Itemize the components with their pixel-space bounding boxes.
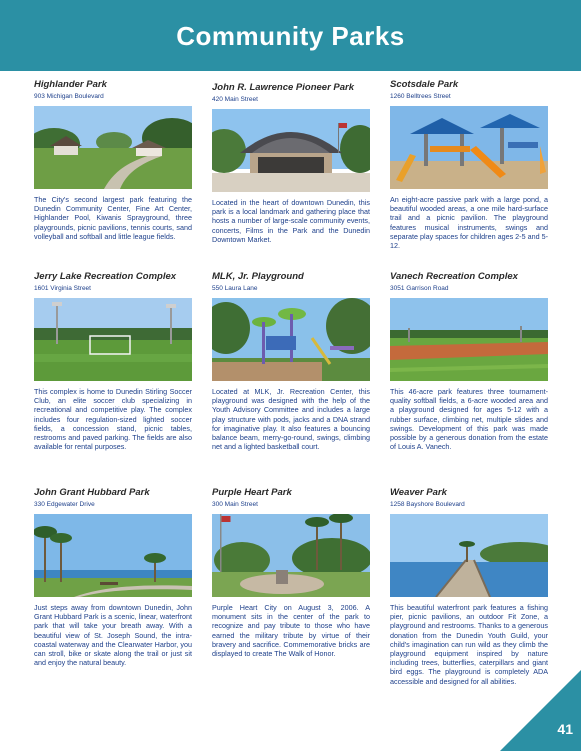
- park-address: 1258 Bayshore Boulevard: [390, 501, 465, 508]
- park-card-pioneer: [212, 82, 370, 244]
- park-address: 330 Edgewater Drive: [34, 501, 95, 508]
- park-address: 300 Main Street: [212, 501, 258, 508]
- park-description: Just steps away from downtown Dunedin, John Grant Hubbard Park is a scenic, linear, waterfront park that will take your breath away. With a beautiful view of St. Joseph Sound, the intra-coastal waterway and the Clearwater Harbor, you can stroll, bike or skate along the trail or just sit and enjoy the natural beauty.: [34, 603, 192, 668]
- page-header: [0, 0, 581, 71]
- park-gazebo-lawn-photo: [34, 106, 192, 189]
- park-address: 1601 Virginia Street: [34, 285, 91, 292]
- bandshell-pavilion-photo: [212, 109, 370, 192]
- park-card-purple-heart: [212, 487, 370, 658]
- park-address: 1260 Belltrees Street: [390, 93, 451, 100]
- fishing-pier-photo: [390, 514, 548, 597]
- softball-field-photo: [390, 298, 548, 381]
- park-name: Highlander Park: [34, 79, 107, 90]
- park-name: Purple Heart Park: [212, 487, 292, 498]
- park-card-mlk: [212, 271, 370, 451]
- park-description: The City's second largest park featuring the Dunedin Community Center, Fine Art Center, Highlander Pool, Kiwanis Sprayground, three playgrounds, picnic pavilions, tennis courts, sand volleyball and softball and little league fields.: [34, 195, 192, 241]
- climbing-playground-photo: [212, 298, 370, 381]
- park-description: An eight-acre passive park with a large pond, a beautiful wooded areas, a one mile hard-surface trail and a picnic pavilion. The playground features musical instruments, swings and separate play spaces for children ages 2-5 and 5-12.: [390, 195, 548, 251]
- park-card-hubbard: [34, 487, 192, 667]
- park-card-scotsdale: [390, 79, 548, 250]
- park-description: This 46-acre park features three tournament-quality softball fields, a 6-acre wooded area and a playground designed for ages 5-12 with a rubber surface, climbing net, multiple slides and swings. Development of this park was made possible by a generous donation from the estate of Louis A. Vanech.: [390, 387, 548, 452]
- park-description: This beautiful waterfront park features a fishing pier, picnic pavilions, an outdoor Fit Zone, a playground and restrooms. Thanks to a generous donation from the Dunedin Youth Guild, your child's imagination can run wild as they climb the playground equipment inspired by nature including trees, butterflies, caterpillars and giant bird eggs. The playground is completely ADA accessible and designed for all abilities.: [390, 603, 548, 686]
- park-name: John Grant Hubbard Park: [34, 487, 150, 498]
- soccer-field-photo: [34, 298, 192, 381]
- memorial-plaza-photo: [212, 514, 370, 597]
- corner-accent-triangle: [500, 670, 581, 751]
- park-description: Purple Heart City on August 3, 2006. A monument sits in the center of the park to recognize and pay tribute to those who have earned the military tribute by virtue of their bravery and sacrifice. Commemorative bricks are displayed to create The Walk of Honor.: [212, 603, 370, 659]
- park-description: Located at MLK, Jr. Recreation Center, this playground was designed with the help of the Youth Advisory Committee and includes a large play structure with pods, jacks and a DNA strand for imaginative play. It also features a bouncing balance beam, merry-go-round, swings, climbing net and a lighted basketball court.: [212, 387, 370, 452]
- waterfront-palms-photo: [34, 514, 192, 597]
- park-name: MLK, Jr. Playground: [212, 271, 304, 282]
- park-card-weaver: [390, 487, 548, 686]
- page-number: 41: [557, 721, 573, 737]
- park-description: Located in the heart of downtown Dunedin, this park is a local landmark and gathering place that hosts a number of large-scale community events, concerts, Films in the Park and the Dunedin Downtown Market.: [212, 198, 370, 244]
- park-name: Jerry Lake Recreation Complex: [34, 271, 177, 282]
- park-address: 3051 Garrison Road: [390, 285, 449, 292]
- park-address: 420 Main Street: [212, 96, 258, 103]
- park-description: This complex is home to Dunedin Stirling Soccer Club, an elite soccer club specializing in recreational and competitive play. The complex includes four regulation-sized lighted soccer fields, a concession stand, picnic tables, restrooms and paved parking. The fields are also available for rental purposes.: [34, 387, 192, 452]
- park-card-highlander: [34, 79, 192, 241]
- park-address: 903 Michigan Boulevard: [34, 93, 104, 100]
- park-name: Weaver Park: [390, 487, 447, 498]
- park-card-jerry-lake: [34, 271, 192, 451]
- park-name: Scotsdale Park: [390, 79, 459, 90]
- park-card-vanech: [390, 271, 548, 451]
- playground-slides-photo: [390, 106, 548, 189]
- park-name: John R. Lawrence Pioneer Park: [212, 82, 355, 93]
- page-title: Community Parks: [176, 21, 405, 51]
- park-address: 550 Laura Lane: [212, 285, 258, 292]
- park-name: Vanech Recreation Complex: [390, 271, 518, 282]
